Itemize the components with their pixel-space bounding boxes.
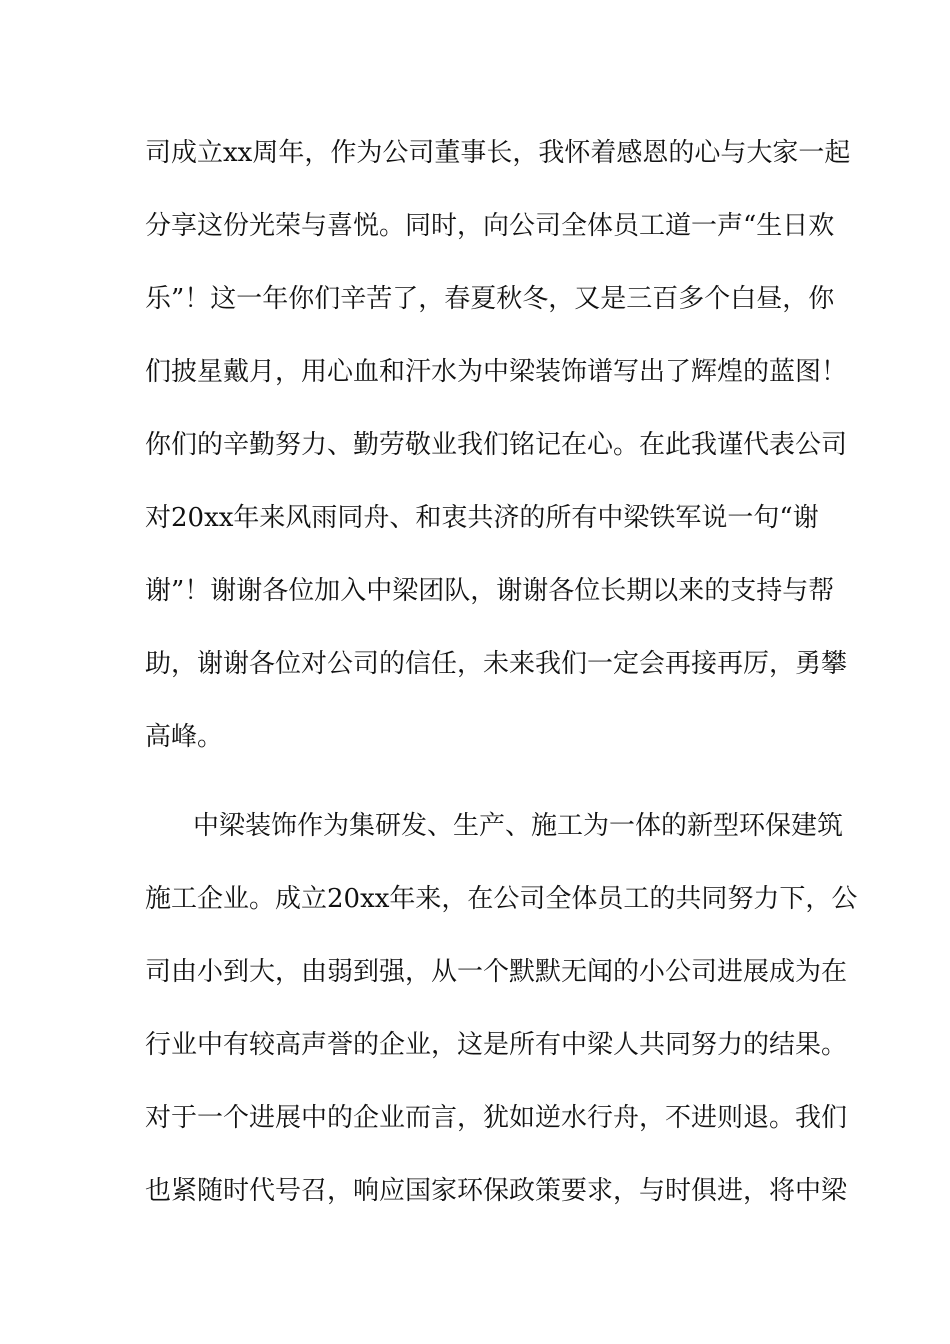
paragraph-line: 高峰。: [145, 722, 224, 752]
paragraph-line: 中梁装饰作为集研发、生产、施工为一体的新型环保建筑: [193, 811, 844, 841]
paragraph-line: 对20xx年来风雨同舟、和衷共济的所有中梁铁军说一句“谢: [145, 503, 819, 533]
paragraph-line: 们披星戴月，用心血和汗水为中梁装饰谱写出了辉煌的蓝图！: [145, 357, 848, 387]
paragraph-line: 司成立xx周年，作为公司董事长，我怀着感恩的心与大家一起: [145, 138, 851, 168]
paragraph-line: 乐”！这一年你们辛苦了，春夏秋冬，又是三百多个白昼，你: [145, 284, 835, 314]
paragraph-line: 助，谢谢各位对公司的信任，未来我们一定会再接再厉，勇攀: [145, 649, 848, 679]
paragraph-line: 也紧随时代号召，响应国家环保政策要求，与时俱进，将中梁: [145, 1176, 848, 1206]
paragraph-line: 施工企业。成立20xx年来，在公司全体员工的共同努力下，公: [145, 884, 858, 914]
paragraph-line: 司由小到大，由弱到强，从一个默默无闻的小公司进展成为在: [145, 957, 848, 987]
paragraph-line: 分享这份光荣与喜悦。同时，向公司全体员工道一声“生日欢: [145, 211, 835, 241]
paragraph-line: 对于一个进展中的企业而言，犹如逆水行舟，不进则退。我们: [145, 1103, 848, 1133]
paragraph-line: 谢”！谢谢各位加入中梁团队，谢谢各位长期以来的支持与帮: [145, 576, 835, 606]
paragraph-line: 行业中有较高声誉的企业，这是所有中梁人共同努力的结果。: [145, 1030, 848, 1060]
paragraph-line: 你们的辛勤努力、勤劳敬业我们铭记在心。在此我谨代表公司: [145, 430, 848, 460]
